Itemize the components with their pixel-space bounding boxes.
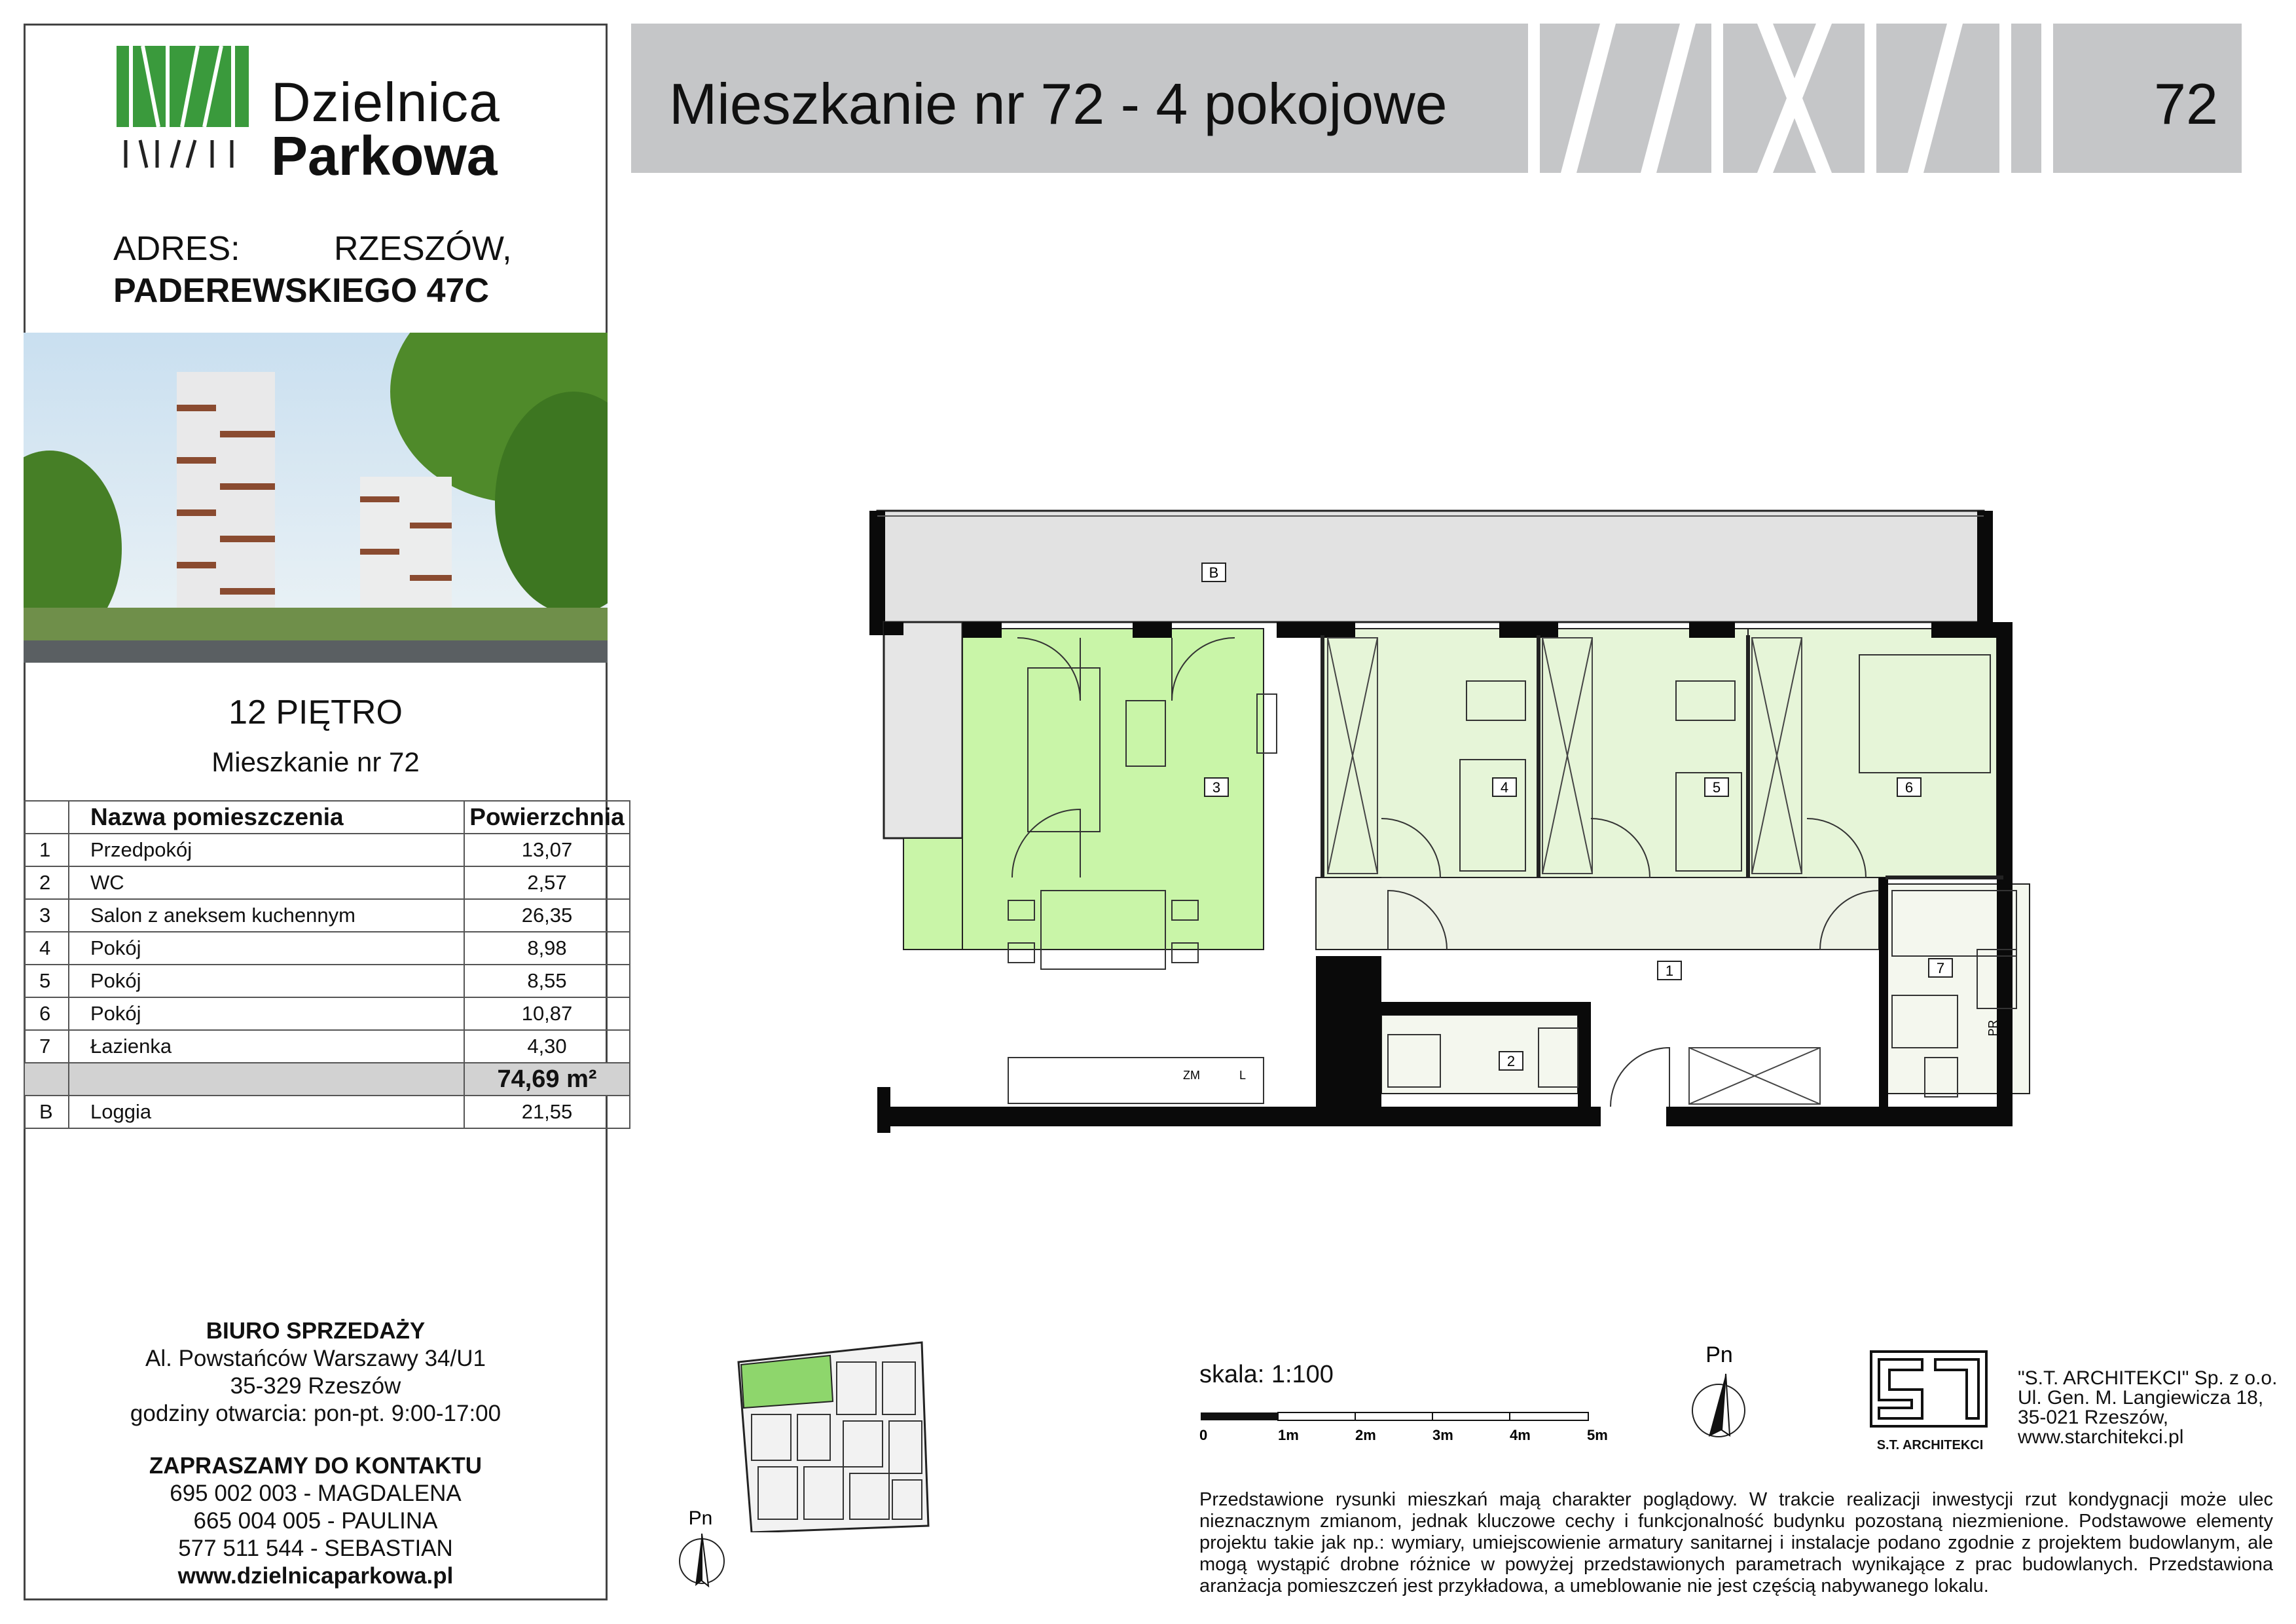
scale-tick: 3m xyxy=(1432,1427,1453,1443)
cabinet-label: L xyxy=(1239,1069,1247,1082)
scale-tick: 4m xyxy=(1510,1427,1531,1443)
table-row xyxy=(24,899,630,932)
plan-label-4: 4 xyxy=(1500,779,1509,796)
room-number: B xyxy=(24,1096,69,1128)
scale-tick: 0 xyxy=(1199,1427,1208,1443)
room-number: 5 xyxy=(24,965,69,997)
apartment-number: 72 xyxy=(2154,71,2218,136)
room-area: 8,98 xyxy=(464,932,630,965)
scale-tick: 1m xyxy=(1278,1427,1299,1443)
brand-name-line2: Parkowa xyxy=(271,125,498,187)
address-street: PADEREWSKIEGO 47C xyxy=(113,272,490,310)
hallway xyxy=(1316,877,1879,950)
plan-label-6: 6 xyxy=(1904,779,1914,796)
architect-website[interactable]: www.starchitekci.pl xyxy=(2018,1426,2184,1448)
logo-icon xyxy=(117,46,249,127)
room-area: 4,30 xyxy=(464,1030,630,1063)
fridge-label: ZM xyxy=(1183,1069,1200,1082)
table-row xyxy=(24,866,630,899)
architect-logo-icon xyxy=(1870,1350,1988,1449)
building-photo xyxy=(24,333,608,663)
architect-city: 35-021 Rzeszów, xyxy=(2018,1407,2169,1428)
north-arrow-icon xyxy=(1683,1338,1755,1450)
room-name: Przedpokój xyxy=(69,834,464,866)
sales-office-title: BIURO SPRZEDAŻY xyxy=(206,1318,426,1344)
room-name: Loggia xyxy=(69,1096,464,1128)
total-area: 74,69 m² xyxy=(464,1063,630,1096)
brand-name-line1: Dzielnica xyxy=(271,71,500,133)
contact-title: ZAPRASZAMY DO KONTAKTU xyxy=(149,1453,483,1479)
north-label-small: Pn xyxy=(688,1507,713,1529)
north-label: Pn xyxy=(1705,1342,1733,1367)
column-header-name: Nazwa pomieszczenia xyxy=(69,801,464,834)
room-number: 4 xyxy=(24,932,69,965)
plan-label-2: 2 xyxy=(1506,1053,1516,1069)
scale-tick: 2m xyxy=(1355,1427,1376,1443)
table-row xyxy=(24,1030,630,1063)
table-header xyxy=(24,801,630,834)
room-table xyxy=(24,800,630,1129)
room-5 xyxy=(1539,629,1748,877)
room-name: Łazienka xyxy=(69,1030,464,1063)
room-area: 8,55 xyxy=(464,965,630,997)
table-row xyxy=(24,932,630,965)
floor-title: 12 PIĘTRO xyxy=(228,693,403,731)
room-number: 6 xyxy=(24,997,69,1030)
room-name: Salon z aneksem kuchennym xyxy=(69,899,464,932)
plan-label-5: 5 xyxy=(1712,779,1721,796)
disclaimer-text: Przedstawione rysunki mieszkań mają charakter poglądowy. W trakcie realizacji inwestycji rzut kondygnacji może ulec nieznacznym zmianom, jednak kluczowe cechy i funkcjonalność budynku pozostaną niezmienione. Podstawowe elementy projektu takie jak np.: wymiary, umiejscowienie armatury sanitarnej i instalacje podano zgodnie z projektem budowlanym, ale mogą wystąpić drobne różnice w powyżej przedstawionych parametrach wynikające z prac budowlanych. Przedstawiona aranżacja pomieszczeń jest przykładowa, a umeblowanie nie jest częścią nabywanego lokalu. xyxy=(1199,1489,2273,1596)
apartment-title: Mieszkanie nr 72 - 4 pokojowe xyxy=(669,71,1448,136)
plan-label-loggia: B xyxy=(1209,564,1219,581)
room-name: WC xyxy=(69,866,464,899)
address-label: ADRES: xyxy=(113,230,240,268)
table-row xyxy=(24,834,630,866)
room-6 xyxy=(1748,629,1997,877)
room-4 xyxy=(1322,629,1539,877)
sales-address-line1: Al. Powstańców Warszawy 34/U1 xyxy=(145,1346,486,1371)
loggia-area xyxy=(877,511,1984,622)
room-number: 7 xyxy=(24,1030,69,1063)
sales-address-line2: 35-329 Rzeszów xyxy=(230,1373,401,1399)
logo-reflection-icon xyxy=(117,134,249,174)
room-area: 2,57 xyxy=(464,866,630,899)
table-row xyxy=(24,997,630,1030)
plan-label-1: 1 xyxy=(1665,963,1674,979)
address-city: RZESZÓW, xyxy=(334,230,512,268)
logo-pattern-icon xyxy=(1518,24,2087,173)
room-name: Pokój xyxy=(69,932,464,965)
key-plan xyxy=(725,1336,981,1532)
north-arrow-small-icon xyxy=(669,1505,735,1587)
room-number: 2 xyxy=(24,866,69,899)
total-row xyxy=(24,1063,630,1096)
room-area: 10,87 xyxy=(464,997,630,1030)
architect-name: "S.T. ARCHITEKCI" Sp. z o.o. xyxy=(2018,1367,2278,1389)
room-name: Pokój xyxy=(69,997,464,1030)
plan-label-3: 3 xyxy=(1212,779,1221,796)
wc-room xyxy=(1381,1015,1578,1094)
column-header-area: Powierzchnia xyxy=(464,801,630,834)
room-number: 1 xyxy=(24,834,69,866)
scale-bar xyxy=(1199,1411,1613,1464)
room-number: 3 xyxy=(24,899,69,932)
architect-street: Ul. Gen. M. Langiewicza 18, xyxy=(2018,1387,2264,1409)
scale-label: skala: 1:100 xyxy=(1199,1361,1334,1388)
washer-label: PR xyxy=(1986,1020,1999,1037)
column-header-number xyxy=(24,801,69,834)
room-area: 13,07 xyxy=(464,834,630,866)
floor-plan xyxy=(864,498,2056,1133)
table-row xyxy=(24,1096,630,1128)
phone-paulina[interactable]: 665 004 005 - PAULINA xyxy=(193,1508,438,1534)
architect-logo-name: S.T. ARCHITEKCI xyxy=(1876,1438,1984,1452)
phone-sebastian[interactable]: 577 511 544 - SEBASTIAN xyxy=(178,1536,453,1561)
room-area: 21,55 xyxy=(464,1096,630,1128)
apartment-subtitle: Mieszkanie nr 72 xyxy=(211,747,420,777)
room-area: 26,35 xyxy=(464,899,630,932)
website-link[interactable]: www.dzielnicaparkowa.pl xyxy=(177,1563,454,1589)
phone-magdalena[interactable]: 695 002 003 - MAGDALENA xyxy=(170,1481,462,1506)
sales-hours: godziny otwarcia: pon-pt. 9:00-17:00 xyxy=(130,1401,501,1426)
table-row xyxy=(24,965,630,997)
room-name: Pokój xyxy=(69,965,464,997)
scale-tick: 5m xyxy=(1587,1427,1608,1443)
plan-label-7: 7 xyxy=(1936,960,1945,976)
